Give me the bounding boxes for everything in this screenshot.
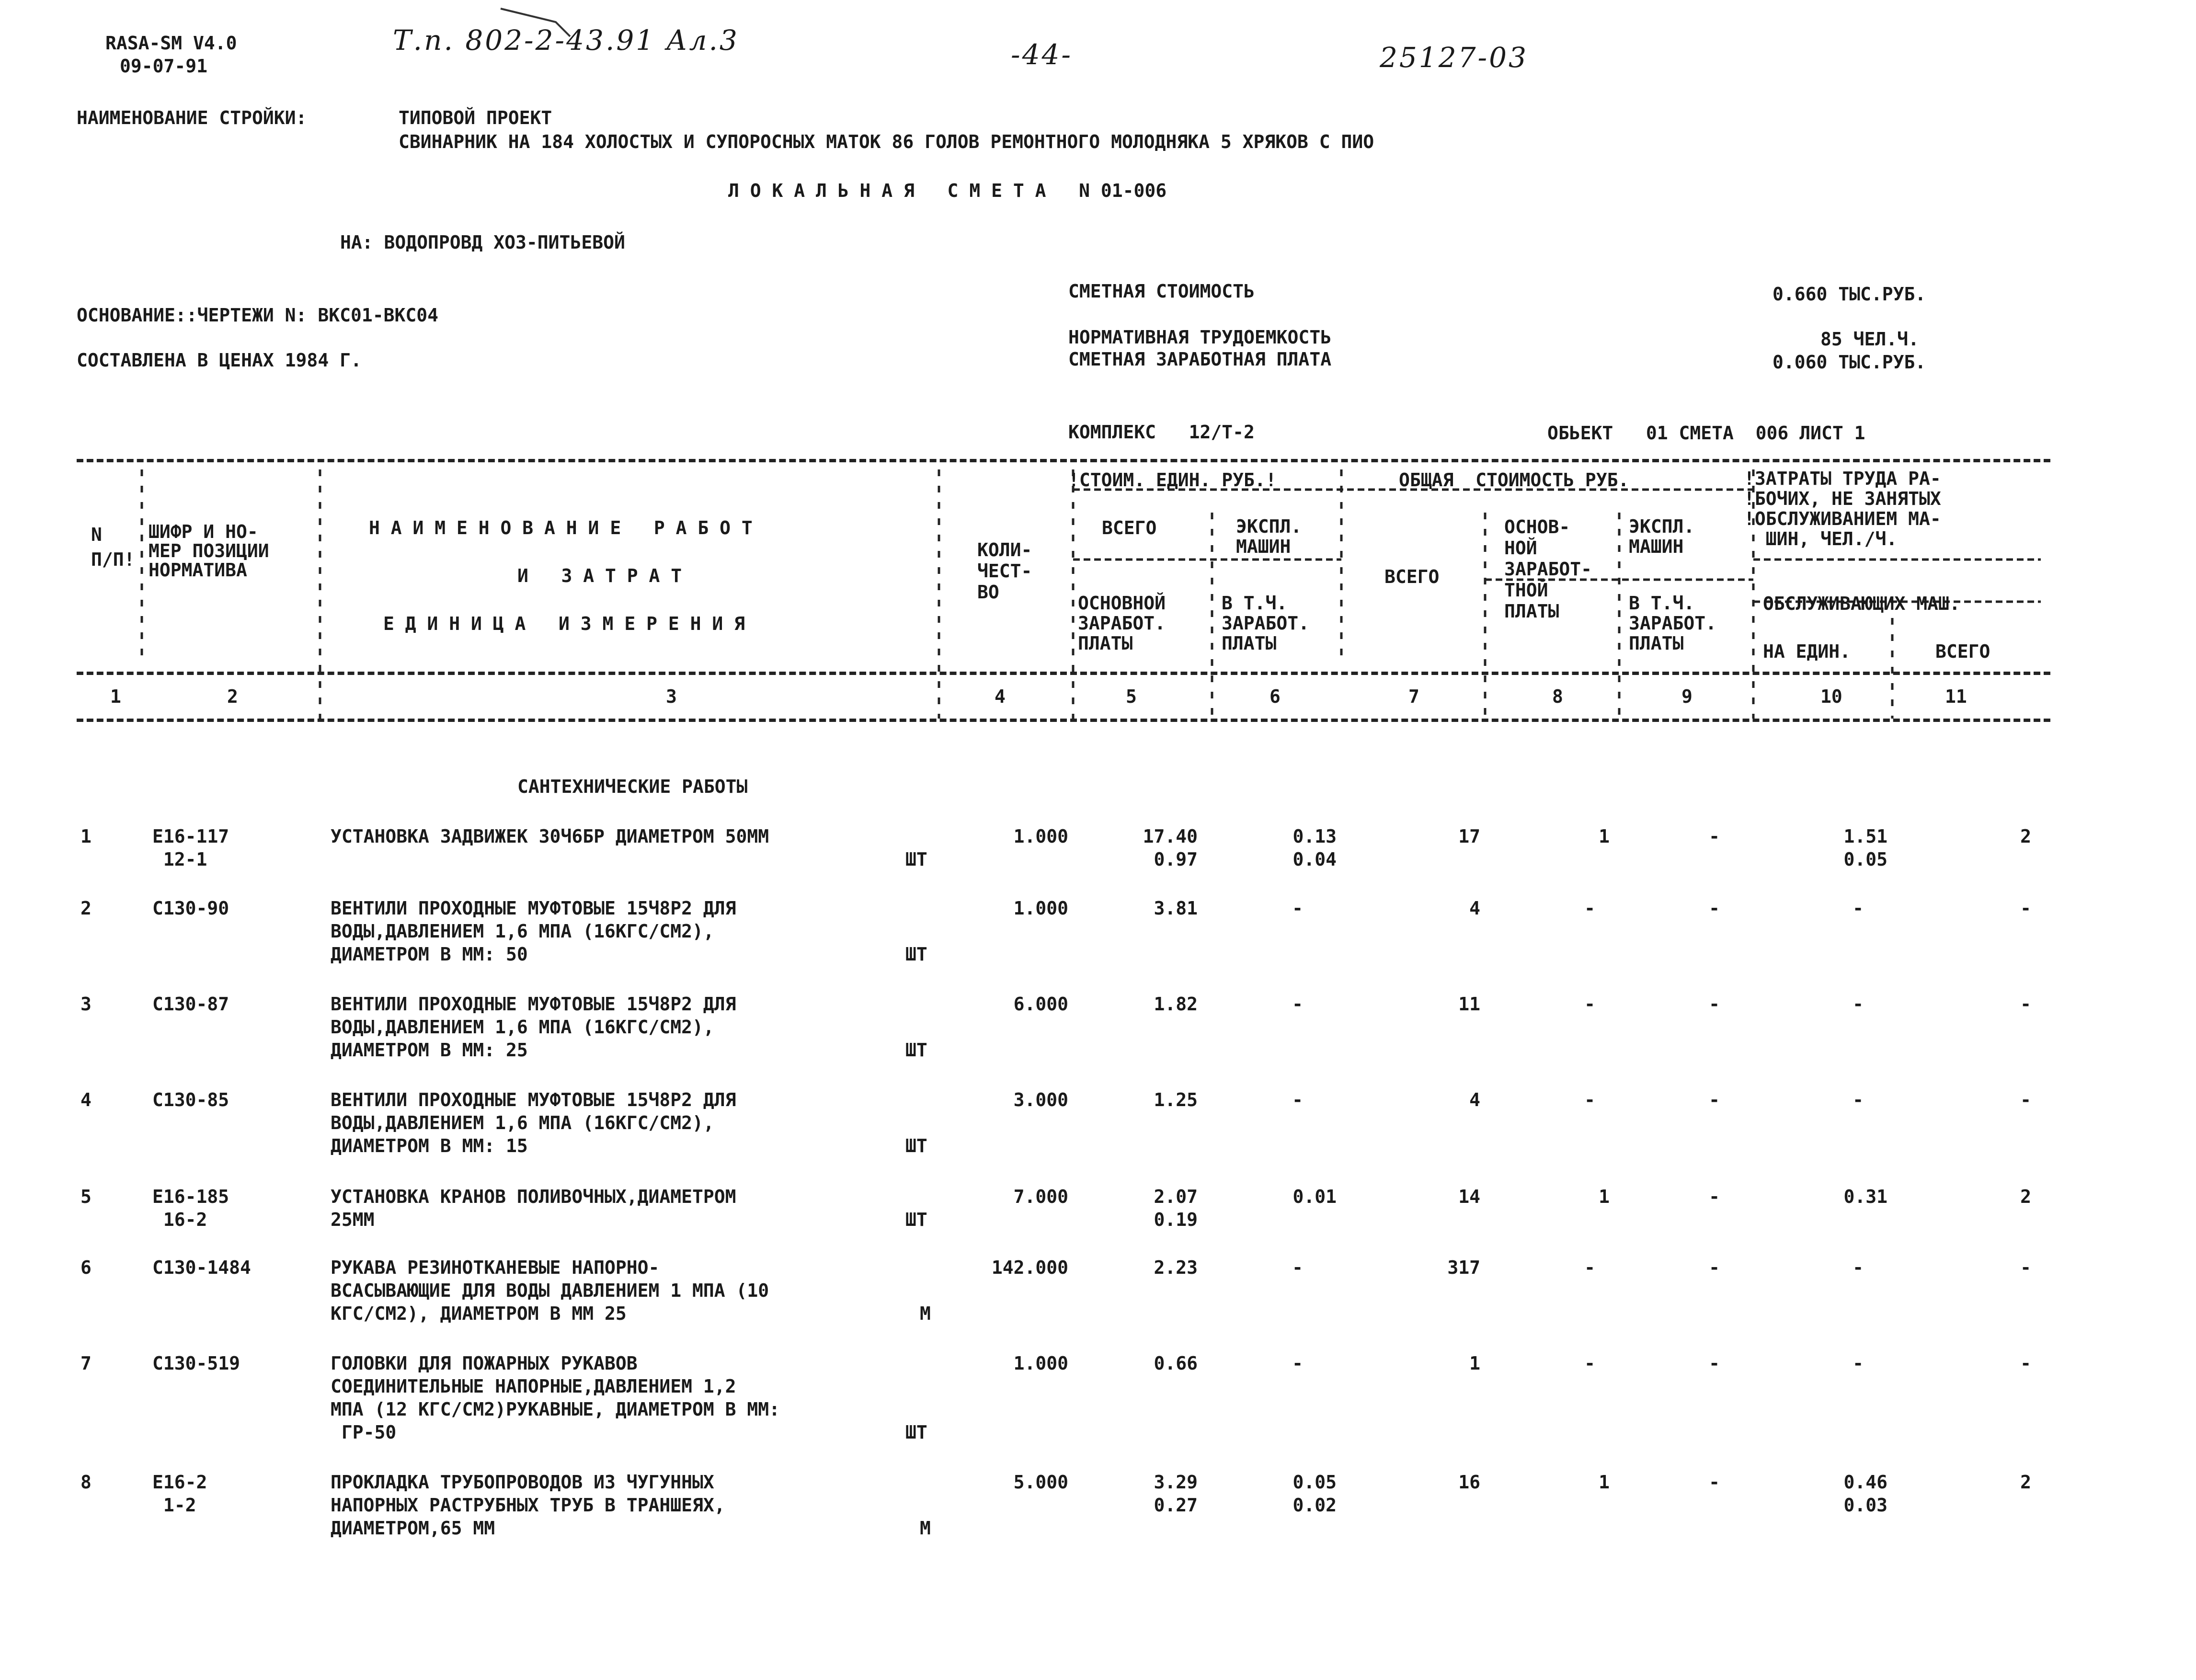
row-labor-total: 2 <box>2020 1472 2031 1493</box>
row-unit: ШТ <box>905 849 927 870</box>
row-labor-unit: - <box>1853 898 1864 919</box>
estimate-for: НА: ВОДОПРОВД ХОЗ-ПИТЬЕВОЙ <box>340 232 625 253</box>
row-unit-total: 1.25 <box>1154 1089 1198 1110</box>
row-code: Е16-117 12-1 <box>152 826 229 870</box>
row-name: РУКАВА РЕЗИНОТКАНЕВЫЕ НАПОРНО- ВСАСЫВАЮЩИЕ ДЛЯ ВОДЫ ДАВЛЕНИЕМ 1 МПА (10 КГС/СМ2), ДИАМЕТРОМ В ММ 25 <box>331 1257 769 1324</box>
row-number: 8 <box>80 1472 92 1493</box>
row-machines: - <box>1709 1186 1720 1207</box>
row-unit-total: 1.82 <box>1154 994 1198 1015</box>
row-code: Е16-185 16-2 <box>152 1186 229 1230</box>
row-labor-unit: 1.51 0.05 <box>1843 826 1887 870</box>
row-unit: ШТ <box>905 1209 927 1230</box>
header-col-6-bottom: В Т.Ч. ЗАРАБОТ. ПЛАТЫ <box>1222 593 1310 654</box>
row-number: 7 <box>80 1353 92 1374</box>
header-col-5-top: ВСЕГО <box>1102 517 1157 538</box>
row-unit-total: 0.66 <box>1154 1353 1198 1374</box>
row-machines: - <box>1709 994 1720 1015</box>
row-name: ВЕНТИЛИ ПРОХОДНЫЕ МУФТОВЫЕ 15Ч8Р2 ДЛЯ ВОДЫ,ДАВЛЕНИЕМ 1,6 МПА (16КГС/СМ2), ДИАМЕТРОМ В ММ: 25 <box>331 994 736 1061</box>
row-unit-total: 2.23 <box>1154 1257 1198 1278</box>
col-number: 3 <box>666 686 677 707</box>
header-col-8: ОСНОВ- НОЙ ЗАРАБОТ- ТНОЙ ПЛАТЫ <box>1504 516 1592 622</box>
header-col-3-line-1: Н А И М Е Н О В А Н И Е Р А Б О Т <box>369 517 753 538</box>
row-name: УСТАНОВКА ЗАДВИЖЕК 30Ч6БР ДИАМЕТРОМ 50ММ <box>331 826 769 847</box>
row-code: С130-87 <box>152 994 229 1015</box>
header-col-2: ШИФР И НО- МЕР ПОЗИЦИИ НОРМАТИВА <box>149 521 269 581</box>
header-col-6-top: ЭКСПЛ. МАШИН <box>1236 516 1302 557</box>
row-unit-total: 2.07 0.19 <box>1154 1186 1198 1230</box>
header-col-4: КОЛИ- ЧЕСТ- ВО <box>977 539 1032 603</box>
header-labor: !ЗАТРАТЫ ТРУДА РА- !БОЧИХ, НЕ ЗАНЯТЫХ !ОБСЛУЖИВАНИЕМ МА- ШИН, ЧЕЛ./Ч. <box>1744 468 1941 549</box>
row-labor-unit: - <box>1853 1353 1864 1374</box>
row-total: 4 <box>1469 898 1480 919</box>
row-machines: - <box>1709 1353 1720 1374</box>
row-code: С130-90 <box>152 898 229 919</box>
row-base-wage: 1 <box>1599 826 1610 847</box>
row-unit-machines: 0.13 0.04 <box>1292 826 1337 870</box>
document-number: 25127-03 <box>1380 41 1528 74</box>
construction-line-1: ТИПОВОЙ ПРОЕКТ <box>399 107 552 128</box>
row-machines: - <box>1709 826 1720 847</box>
program-stamp: RASA-SM V4.0 <box>105 33 237 54</box>
prices-text: СОСТАВЛЕНА В ЦЕНАХ 1984 Г. <box>77 350 362 371</box>
row-unit-machines: - <box>1292 1257 1303 1278</box>
col-number: 1 <box>110 686 121 707</box>
row-unit-total: 17.40 0.97 <box>1143 826 1198 870</box>
row-labor-total: - <box>2020 994 2031 1015</box>
complex-code: КОМПЛЕКС 12/Т-2 <box>1068 422 1255 443</box>
construction-line-2: СВИНАРНИК НА 184 ХОЛОСТЫХ И СУПОРОСНЫХ МАТОК 86 ГОЛОВ РЕМОНТНОГО МОЛОДНЯКА 5 ХРЯКОВ С ПИО <box>399 131 1374 152</box>
row-quantity: 1.000 <box>1013 1353 1068 1374</box>
header-col-3-line-2: И З А Т Р А Т <box>517 565 682 586</box>
row-machines: - <box>1709 1089 1720 1110</box>
cost-value: 0.660 ТЫС.РУБ. <box>1773 284 1926 305</box>
header-col-7: ВСЕГО <box>1384 566 1440 587</box>
row-unit: ШТ <box>905 1422 927 1443</box>
basis-text: ОСНОВАНИЕ::ЧЕРТЕЖИ N: ВКС01-ВКС04 <box>77 305 438 326</box>
row-code: С130-85 <box>152 1089 229 1110</box>
row-labor-total: 2 <box>2020 826 2031 847</box>
row-total: 16 <box>1458 1472 1480 1493</box>
row-quantity: 5.000 <box>1013 1472 1068 1493</box>
header-col-11: ВСЕГО <box>1935 641 1990 662</box>
row-machines: - <box>1709 1257 1720 1278</box>
row-base-wage: 1 <box>1599 1186 1610 1207</box>
row-name: УСТАНОВКА КРАНОВ ПОЛИВОЧНЫХ,ДИАМЕТРОМ 25ММ <box>331 1186 736 1230</box>
row-base-wage: - <box>1584 994 1595 1015</box>
row-base-wage: 1 <box>1599 1472 1610 1493</box>
row-name: ГОЛОВКИ ДЛЯ ПОЖАРНЫХ РУКАВОВ СОЕДИНИТЕЛЬНЫЕ НАПОРНЫЕ,ДАВЛЕНИЕМ 1,2 МПА (12 КГС/СМ2)РУКАВНЫЕ, ДИАМЕТРОМ В ММ: ГР-50 <box>331 1353 780 1443</box>
row-labor-unit: - <box>1853 1089 1864 1110</box>
labor-value: 85 ЧЕЛ.Ч. <box>1820 329 1919 350</box>
col-number: 4 <box>995 686 1006 707</box>
row-number: 4 <box>80 1089 92 1110</box>
cost-label: СМЕТНАЯ СТОИМОСТЬ <box>1068 281 1255 302</box>
row-code: С130-1484 <box>152 1257 251 1278</box>
row-unit-total: 3.81 <box>1154 898 1198 919</box>
row-quantity: 142.000 <box>991 1257 1068 1278</box>
header-col-9-top: ЭКСПЛ. МАШИН <box>1629 516 1695 557</box>
row-unit-machines: - <box>1292 1089 1303 1110</box>
row-total: 11 <box>1458 994 1480 1015</box>
row-labor-total: - <box>2020 898 2031 919</box>
row-unit: ШТ <box>905 1135 927 1156</box>
wage-value: 0.060 ТЫС.РУБ. <box>1773 352 1926 373</box>
row-labor-total: 2 <box>2020 1186 2031 1207</box>
row-labor-total: - <box>2020 1089 2031 1110</box>
construction-label: НАИМЕНОВАНИЕ СТРОЙКИ: <box>77 107 307 128</box>
row-labor-total: - <box>2020 1353 2031 1374</box>
row-machines: - <box>1709 898 1720 919</box>
row-unit-machines: 0.05 0.02 <box>1292 1472 1337 1516</box>
row-quantity: 1.000 <box>1013 898 1068 919</box>
row-unit: ШТ <box>905 944 927 965</box>
section-title: САНТЕХНИЧЕСКИЕ РАБОТЫ <box>517 776 748 797</box>
page-number: -44- <box>1011 38 1073 71</box>
col-number: 8 <box>1552 686 1563 707</box>
header-unit-cost: !СТОИМ. ЕДИН. РУБ.! <box>1068 469 1277 491</box>
wage-label: СМЕТНАЯ ЗАРАБОТНАЯ ПЛАТА <box>1068 349 1332 370</box>
col-number: 11 <box>1945 686 1967 707</box>
header-col-1: N П/П! <box>91 524 135 570</box>
object-sheet: ОБЬЕКТ 01 СМЕТА 006 ЛИСТ 1 <box>1547 423 1865 444</box>
header-labor-service: ОБСЛУЖИВАЮЩИХ МАШ. <box>1763 593 1960 614</box>
row-code: Е16-2 1-2 <box>152 1472 207 1516</box>
row-unit: М <box>920 1518 931 1539</box>
estimate-title: Л О К А Л Ь Н А Я С М Е Т А N 01-006 <box>728 180 1167 201</box>
row-unit-total: 3.29 0.27 <box>1154 1472 1198 1516</box>
pen-stroke-mark <box>498 3 594 41</box>
row-machines: - <box>1709 1472 1720 1493</box>
col-number: 10 <box>1820 686 1842 707</box>
col-number: 9 <box>1681 686 1693 707</box>
row-number: 3 <box>80 994 92 1015</box>
row-code: С130-519 <box>152 1353 240 1374</box>
project-reference: Т.п. 802-2-43.91 Ал.3 <box>393 24 739 57</box>
row-total: 317 <box>1447 1257 1480 1278</box>
row-total: 14 <box>1458 1186 1480 1207</box>
row-total: 17 <box>1458 826 1480 847</box>
row-base-wage: - <box>1584 1257 1595 1278</box>
row-quantity: 7.000 <box>1013 1186 1068 1207</box>
row-labor-unit: - <box>1853 1257 1864 1278</box>
row-unit-machines: 0.01 <box>1292 1186 1337 1207</box>
labor-label: НОРМАТИВНАЯ ТРУДОЕМКОСТЬ <box>1068 327 1332 348</box>
row-number: 1 <box>80 826 92 847</box>
header-col-10: НА ЕДИН. <box>1763 641 1851 662</box>
row-quantity: 3.000 <box>1013 1089 1068 1110</box>
row-name: ПРОКЛАДКА ТРУБОПРОВОДОВ ИЗ ЧУГУННЫХ НАПОРНЫХ РАСТРУБНЫХ ТРУБ В ТРАНШЕЯХ, ДИАМЕТРОМ,65 ММ <box>331 1472 725 1539</box>
col-number: 6 <box>1270 686 1281 707</box>
row-base-wage: - <box>1584 1353 1595 1374</box>
header-col-5-bottom: ОСНОВНОЙ ЗАРАБОТ. ПЛАТЫ <box>1078 593 1166 654</box>
row-number: 5 <box>80 1186 92 1207</box>
row-labor-total: - <box>2020 1257 2031 1278</box>
col-number: 2 <box>227 686 238 707</box>
col-number: 7 <box>1408 686 1419 707</box>
row-unit-machines: - <box>1292 994 1303 1015</box>
row-name: ВЕНТИЛИ ПРОХОДНЫЕ МУФТОВЫЕ 15Ч8Р2 ДЛЯ ВОДЫ,ДАВЛЕНИЕМ 1,6 МПА (16КГС/СМ2), ДИАМЕТРОМ В ММ: 50 <box>331 898 736 965</box>
row-base-wage: - <box>1584 1089 1595 1110</box>
program-date: 09-07-91 <box>120 56 208 77</box>
row-labor-unit: 0.31 <box>1843 1186 1887 1207</box>
header-total-cost: ОБЩАЯ СТОИМОСТЬ РУБ. <box>1399 469 1629 491</box>
row-quantity: 6.000 <box>1013 994 1068 1015</box>
row-unit-machines: - <box>1292 898 1303 919</box>
row-labor-unit: - <box>1853 994 1864 1015</box>
row-number: 6 <box>80 1257 92 1278</box>
header-col-9-bottom: В Т.Ч. ЗАРАБОТ. ПЛАТЫ <box>1629 593 1717 654</box>
row-total: 1 <box>1469 1353 1480 1374</box>
col-number: 5 <box>1126 686 1137 707</box>
row-name: ВЕНТИЛИ ПРОХОДНЫЕ МУФТОВЫЕ 15Ч8Р2 ДЛЯ ВОДЫ,ДАВЛЕНИЕМ 1,6 МПА (16КГС/СМ2), ДИАМЕТРОМ В ММ: 15 <box>331 1089 736 1156</box>
row-unit: ШТ <box>905 1040 927 1061</box>
row-total: 4 <box>1469 1089 1480 1110</box>
row-base-wage: - <box>1584 898 1595 919</box>
row-unit-machines: - <box>1292 1353 1303 1374</box>
row-labor-unit: 0.46 0.03 <box>1843 1472 1887 1516</box>
row-unit: М <box>920 1303 931 1324</box>
header-col-3-line-3: Е Д И Н И Ц А И З М Е Р Е Н И Я <box>383 613 745 634</box>
row-number: 2 <box>80 898 92 919</box>
row-quantity: 1.000 <box>1013 826 1068 847</box>
